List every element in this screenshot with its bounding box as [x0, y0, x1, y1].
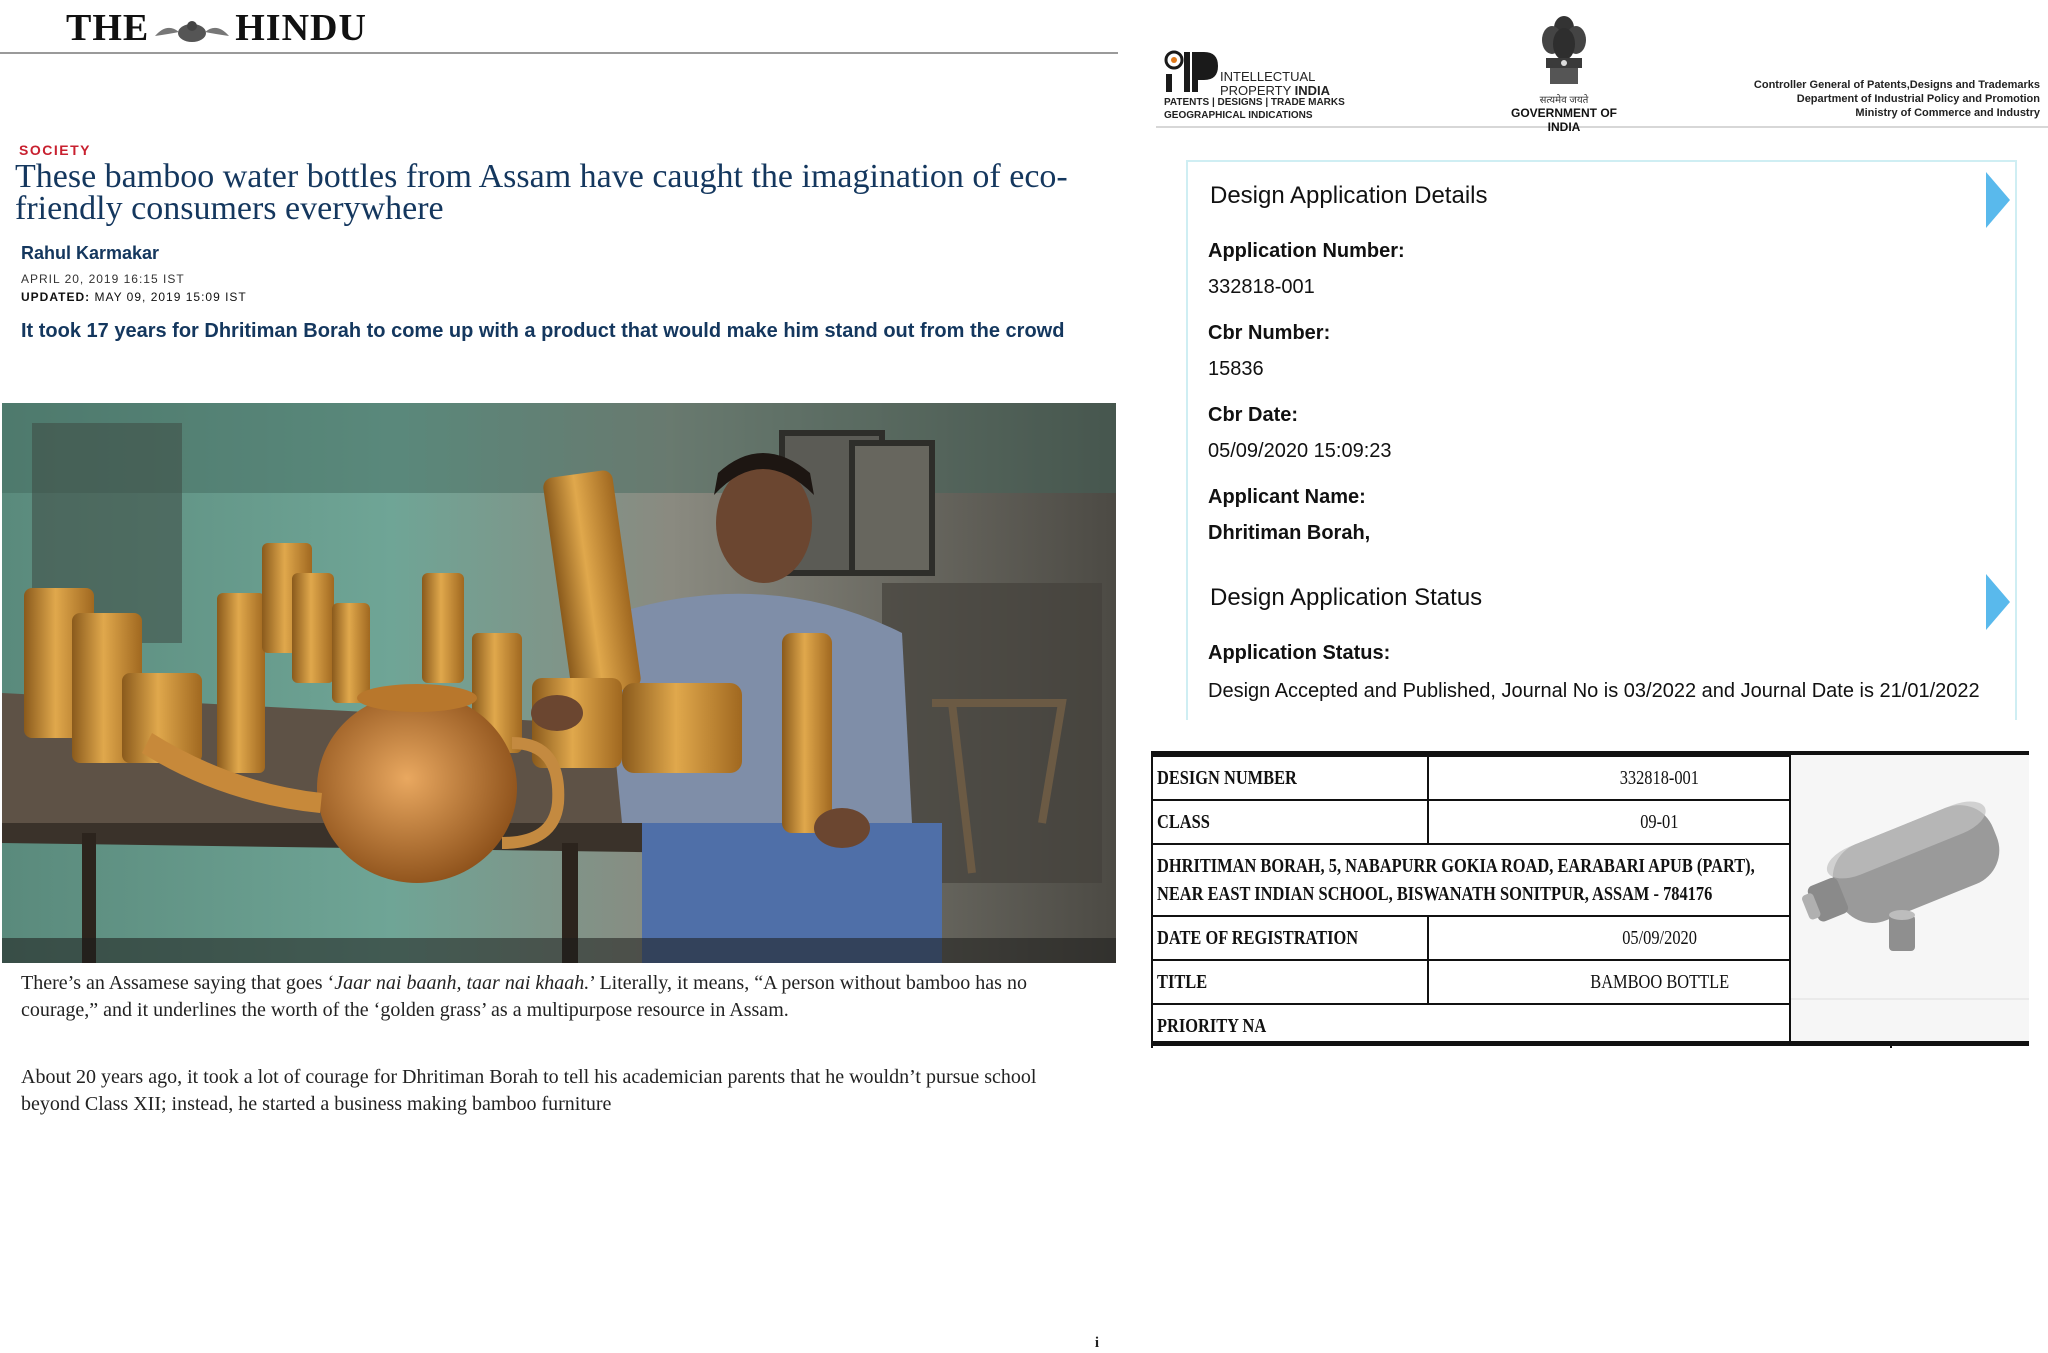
- table-bottom-rule: [1151, 1041, 2029, 1046]
- artisan-bamboo-photo: [2, 403, 1116, 963]
- table-row: [1152, 800, 1891, 844]
- address-line-1: DHRITIMAN BORAH, 5, NABAPURR GOKIA ROAD, EARABARI APUB (PART),: [1157, 855, 1755, 877]
- ip-india-logo-icon: [1164, 50, 1218, 96]
- article-paragraph-1: [21, 970, 1096, 1024]
- masthead: [0, 0, 1118, 54]
- section-label[interactable]: SOCIETY: [19, 142, 91, 158]
- updated-label: UPDATED:: [21, 290, 91, 304]
- cbr-date-value: 05/09/2020 15:09:23: [1208, 440, 1392, 462]
- table-row: [1152, 844, 1891, 916]
- application-number-value: 332818-001: [1208, 276, 1315, 298]
- article-headline: These bamboo water bottles from Assam have caught the imagination of eco-friendly consumers everywhere: [15, 158, 1068, 227]
- author-link[interactable]: Rahul Karmakar: [21, 243, 160, 263]
- photo-info-icon[interactable]: i: [1087, 1333, 1107, 1353]
- cbr-number-value: 15836: [1208, 358, 1264, 380]
- ip-india-logo[interactable]: [1164, 50, 1364, 126]
- design-number-value: 332818-001: [1428, 756, 1891, 800]
- priority-line: PRIORITY NA: [1152, 1004, 1891, 1048]
- article-standfirst: It took 17 years for Dhritiman Borah to come up with a product that would make him stand out from the crowd: [21, 320, 1065, 342]
- controller-general-block: [1700, 78, 2040, 120]
- ip-logo-line1: INTELLECTUAL: [1220, 69, 1316, 84]
- emblem-motto: सत्यमेव जयते: [1539, 95, 1589, 106]
- bamboo-bottle-drawing: [1791, 755, 2029, 1041]
- ip-logo-title: [1220, 70, 1330, 98]
- application-status-label: Application Status:: [1208, 642, 1391, 664]
- registration-date-value: 05/09/2020: [1428, 916, 1891, 960]
- design-number-label: DESIGN NUMBER: [1152, 756, 1428, 800]
- status-section-title: Design Application Status: [1210, 584, 1483, 611]
- article-paragraph-2: About 20 years ago, it took a lot of courage for Dhritiman Borah to tell his academician parents that he wouldn’t pursue school beyond Class XII; instead, he started a business making bamboo furniture: [21, 1066, 1037, 1115]
- updated-date-line: [21, 290, 247, 304]
- government-of-india-emblem: [1494, 14, 1634, 134]
- ip-logo-line2: [1220, 84, 1330, 98]
- ip-header: [1156, 0, 2048, 134]
- registration-date-label: DATE OF REGISTRATION: [1152, 916, 1428, 960]
- title-label: TITLE: [1152, 960, 1428, 1004]
- status-expand-arrow-icon[interactable]: [1986, 574, 2010, 630]
- ip-logo-line3: PATENTS | DESIGNS | TRADE MARKS: [1164, 97, 1345, 108]
- ashoka-emblem-icon: [1534, 14, 1594, 92]
- masthead-emblem-icon: [153, 18, 231, 44]
- application-number-label: Application Number:: [1208, 240, 1405, 262]
- cbr-number-label: Cbr Number:: [1208, 322, 1331, 344]
- design-registration-record: [1151, 751, 2029, 1054]
- table-row: [1152, 916, 1891, 960]
- para1-intro: There’s an Assamese saying that goes ‘: [21, 972, 335, 994]
- cg-line-1: Controller General of Patents,Designs and Trademarks: [1753, 79, 2040, 91]
- ip-logo-line4: GEOGRAPHICAL INDICATIONS: [1164, 110, 1313, 121]
- application-status-value: Design Accepted and Published, Journal No is 03/2022 and Journal Date is 21/01/2022: [1208, 680, 1980, 702]
- applicant-name-value: Dhritiman Borah,: [1208, 522, 1371, 544]
- updated-date: MAY 09, 2019 15:09 IST: [94, 290, 247, 304]
- design-application-card: [1186, 160, 2017, 720]
- newspaper-logo[interactable]: [66, 6, 367, 50]
- details-section-title: Design Application Details: [1210, 182, 1488, 209]
- table-row: [1152, 960, 1891, 1004]
- ip-logo-line2b: INDIA: [1294, 83, 1331, 98]
- published-date: APRIL 20, 2019 16:15 IST: [21, 272, 185, 286]
- registration-table: [1151, 755, 1892, 1048]
- table-row: [1152, 756, 1891, 800]
- class-value: 09-01: [1428, 800, 1891, 844]
- cg-line-3: Ministry of Commerce and Industry: [1855, 107, 2040, 119]
- address-line-2: NEAR EAST INDIAN SCHOOL, BISWANATH SONITPUR, ASSAM - 784176: [1157, 883, 1713, 905]
- government-label: GOVERNMENT OF INDIA: [1510, 106, 1617, 134]
- class-label: CLASS: [1152, 800, 1428, 844]
- details-expand-arrow-icon[interactable]: [1986, 172, 2010, 228]
- design-bottle-image: [1789, 755, 2029, 1041]
- cbr-date-label: Cbr Date:: [1208, 404, 1299, 426]
- proprietor-address: [1152, 844, 1891, 916]
- ip-logo-line2a: PROPERTY: [1220, 83, 1295, 98]
- masthead-right-text: HINDU: [235, 7, 367, 49]
- assamese-saying: Jaar nai baanh, taar nai khaah.: [334, 972, 590, 994]
- cg-line-2: Department of Industrial Policy and Promotion: [1796, 93, 2040, 105]
- masthead-left-text: THE: [66, 7, 150, 49]
- para1-rest: ’ Literally, it means, “A person without bamboo has no courage,” and it underlines the worth of the ‘golden grass’ as a multipurpose resource in Assam.: [21, 972, 1027, 1021]
- title-value: BAMBOO BOTTLE: [1428, 960, 1891, 1004]
- applicant-name-label: Applicant Name:: [1208, 486, 1366, 508]
